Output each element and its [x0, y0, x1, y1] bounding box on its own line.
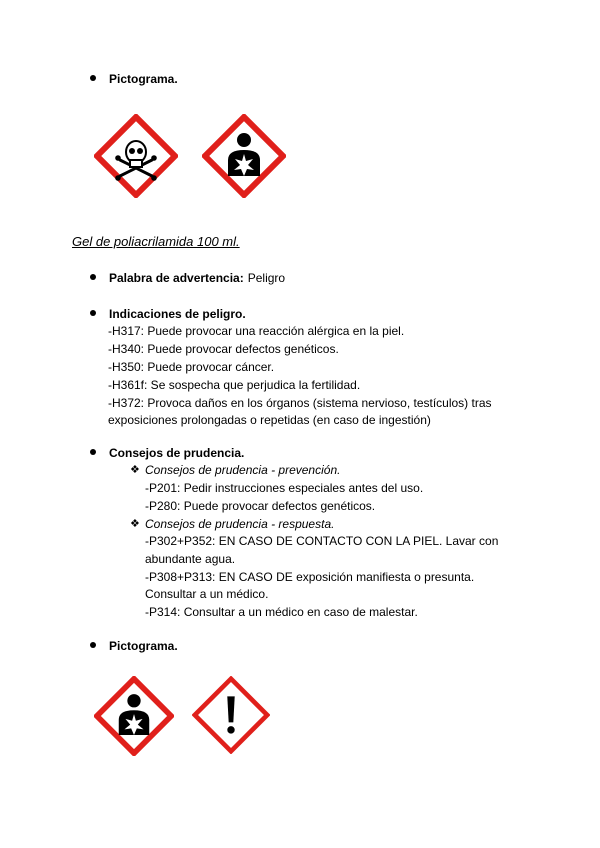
pictogram-heading-2-row — [90, 639, 178, 653]
hazard-line: -H340: Puede provocar defectos genéticos. — [108, 342, 339, 356]
response-line: -P308+P313: EN CASO DE exposición manifiesta o presunta. — [145, 570, 475, 584]
pictogram-heading-1-row — [90, 72, 178, 86]
skull-crossbones-icon — [94, 114, 178, 198]
prevention-line: -P280: Puede provocar defectos genéticos. — [145, 499, 376, 513]
pictogram-heading-2: Pictograma. — [109, 639, 178, 653]
product-title: Gel de poliacrilamida 100 ml. — [72, 234, 240, 249]
signal-word-row — [90, 271, 285, 285]
bullet-icon — [90, 642, 96, 648]
hazard-heading-row — [90, 307, 246, 321]
bullet-icon — [90, 449, 96, 455]
pictogram-heading-1: Pictograma. — [109, 72, 178, 86]
bullet-icon — [90, 310, 96, 316]
prevention-title: Consejos de prudencia - prevención. — [145, 463, 341, 477]
prudence-heading-row — [90, 446, 244, 460]
signal-word-value: Peligro — [247, 271, 286, 285]
response-title: Consejos de prudencia - respuesta. — [145, 517, 335, 531]
hazard-line: -H317: Puede provocar una reacción alérgica en la piel. — [108, 324, 405, 338]
response-line: abundante agua. — [145, 552, 236, 566]
response-line: Consultar a un médico. — [145, 587, 269, 601]
diamond-bullet-icon: ❖ — [130, 518, 140, 530]
hazard-line: -H361f: Se sospecha que perjudica la fertilidad. — [108, 378, 361, 392]
hazard-line: -H350: Puede provocar cáncer. — [108, 360, 275, 374]
prevention-line: -P201: Pedir instrucciones especiales antes del uso. — [145, 481, 424, 495]
response-line: -P314: Consultar a un médico en caso de malestar. — [145, 605, 418, 619]
hazard-heading: Indicaciones de peligro. — [109, 307, 246, 321]
health-hazard-icon — [202, 114, 286, 198]
hazard-line: exposiciones prolongadas o repetidas (en caso de ingestión) — [108, 413, 431, 427]
bullet-icon — [90, 75, 96, 81]
response-line: -P302+P352: EN CASO DE CONTACTO CON LA PIEL. Lavar con — [145, 534, 499, 548]
hazard-line: -H372: Provoca daños en los órganos (sistema nervioso, testículos) tras — [108, 396, 492, 410]
signal-word-label: Palabra de advertencia: — [109, 271, 244, 285]
diamond-bullet-icon: ❖ — [130, 464, 140, 476]
exclamation-mark-icon — [192, 676, 270, 754]
prudence-heading: Consejos de prudencia. — [109, 446, 245, 460]
health-hazard-icon — [94, 676, 174, 756]
bullet-icon — [90, 274, 96, 280]
